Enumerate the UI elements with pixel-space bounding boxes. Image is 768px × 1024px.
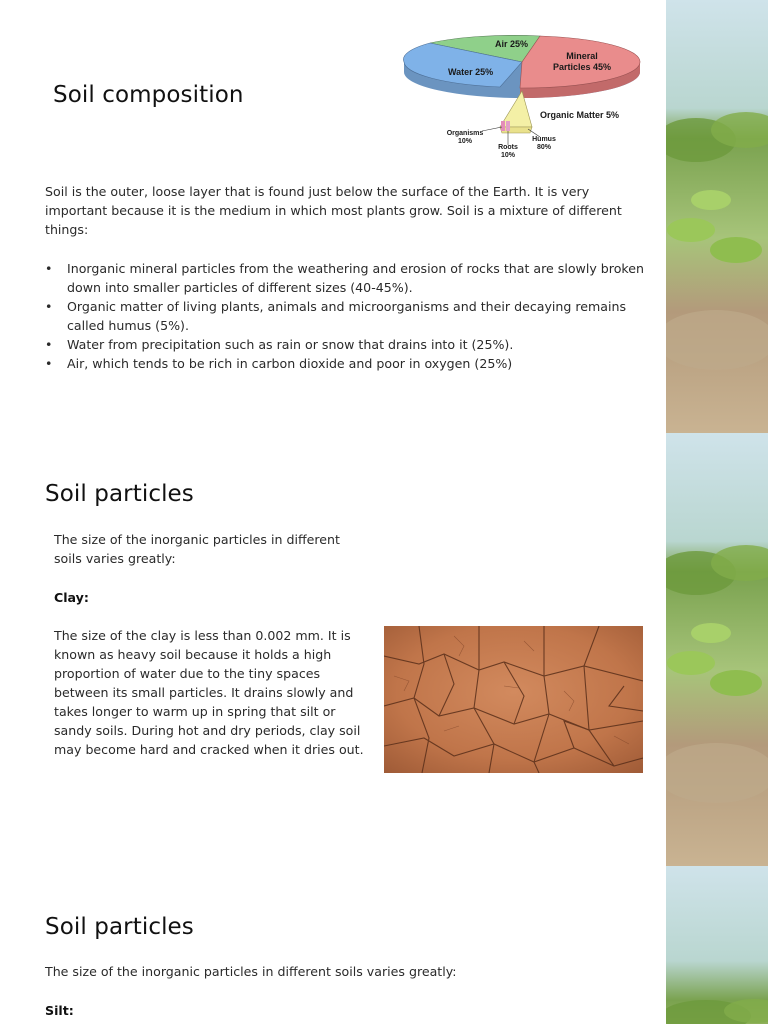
clay-label: Clay: [54, 590, 89, 605]
pie-label-air: Air 25% [495, 39, 529, 49]
pie-label-organisms: Organisms [446, 130, 484, 137]
section3-intro-text: The size of the inorganic particles in different soils varies greatly: [45, 964, 457, 979]
bullet-dot: • [45, 337, 53, 352]
plant-photo [666, 433, 768, 866]
page-divider [0, 433, 666, 434]
pie-label-mineral: Particles 45% [552, 62, 612, 72]
list-item-text: Water from precipitation such as rain or snow that drains into it (25%). [67, 337, 514, 352]
leader-line [482, 127, 502, 131]
list-item [45, 297, 650, 335]
page-divider [0, 866, 666, 867]
soil-composition-pie-diagram [400, 25, 645, 165]
list-item [45, 259, 650, 297]
bullet-dot: • [45, 299, 53, 314]
list-item-text: Air, which tends to be rich in carbon dioxide and poor in oxygen (25%) [67, 356, 513, 371]
list-item [45, 354, 650, 373]
list-item [45, 335, 650, 354]
section2-intro-text: The size of the inorganic particles in different soils varies greatly: [54, 532, 340, 566]
section-title-soil-composition: Soil composition [53, 82, 244, 108]
list-item-text: Organic matter of living plants, animals and microorganisms and their decaying remains called humus (5%). [67, 299, 627, 333]
clay-description: The size of the clay is less than 0.002 mm. It is known as heavy soil because it holds a high proportion of water due to the tiny spaces between its small particles. It drains slowly and takes longer to warm up in spring that silt or sandy soils. During hot and dry periods, clay soil may become hard and cracked when it dries out. [54, 628, 364, 757]
roots-segment [506, 121, 510, 131]
section-title-soil-particles: Soil particles [45, 481, 194, 507]
bullet-dot: • [45, 261, 53, 276]
pie-label-organic-matter: Organic Matter 5% [540, 110, 620, 120]
side-photo-strip [666, 0, 768, 1024]
organisms-segment [501, 121, 505, 131]
plant-photo [666, 866, 768, 1024]
bullet-dot: • [45, 356, 53, 371]
cracked-clay-photo [384, 626, 643, 773]
pie-label-water: Water 25% [448, 67, 494, 77]
list-item-text: Inorganic mineral particles from the weathering and erosion of rocks that are slowly broken down into smaller particles of different sizes (40-45%). [67, 261, 644, 295]
pie-label-roots: Roots [498, 144, 518, 151]
pie-label-mineral: Mineral [566, 51, 598, 61]
silt-label: Silt: [45, 1003, 74, 1018]
soil-composition-list [45, 259, 650, 373]
pie-label-roots: 10% [500, 152, 516, 159]
pie-label-organisms: 10% [457, 138, 473, 145]
section1-intro-text: Soil is the outer, loose layer that is found just below the surface of the Earth. It is very important because it is the medium in which most plants grow. Soil is a mixture of different things: [45, 184, 622, 237]
pie-label-humus: 80% [536, 144, 552, 151]
pie-label-humus: Humus [532, 136, 556, 143]
section-title-soil-particles-2: Soil particles [45, 914, 194, 940]
plant-photo [666, 0, 768, 433]
